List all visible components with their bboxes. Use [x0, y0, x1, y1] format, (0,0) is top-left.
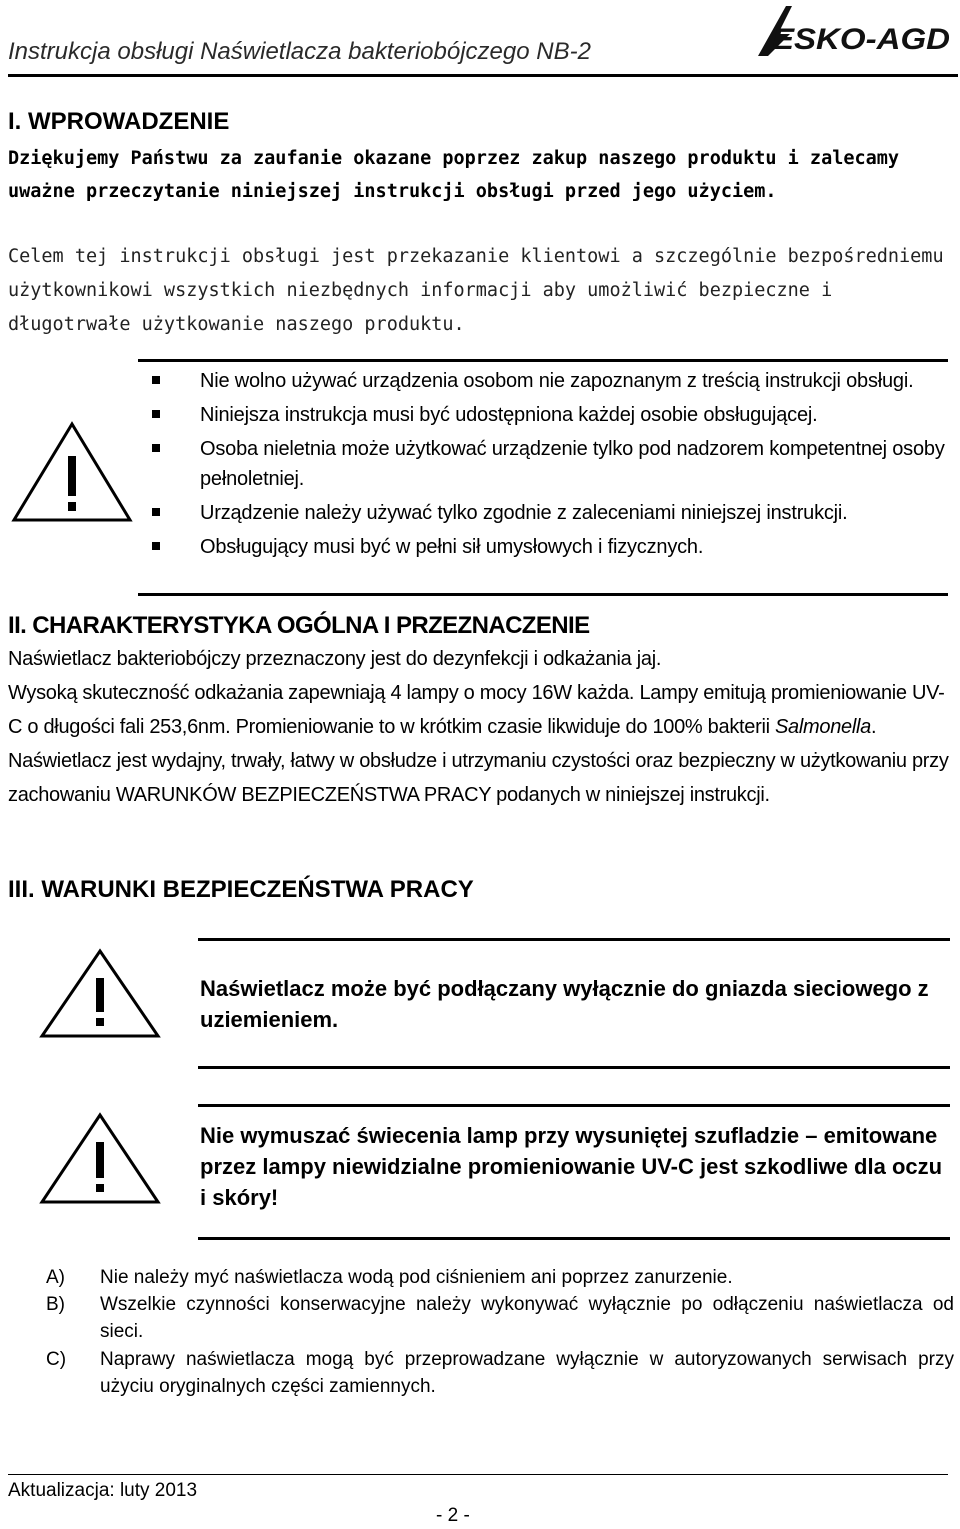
warning-rule-top [138, 359, 948, 362]
warning-2-text: Nie wymuszać świecenia lamp przy wysuniętej szufladzie – emitowane przez lampy niewidzialne promieniowanie UV-C jest szkodliwe dla oczu i skóry! [200, 1123, 943, 1210]
list-item: Obsługujący musi być w pełni sił umysłowych i fizycznych. [152, 532, 952, 562]
item-label: A) [46, 1267, 65, 1288]
item-text: Nie należy myć naświetlacza wodą pod ciśnieniem ani poprzez zanurzenie. [100, 1267, 733, 1288]
section-2-paragraph-1: Naświetlacz bakteriobójczy przeznaczony jest do dezynfekcji i odkażania jaj. [8, 648, 662, 670]
list-item: Niniejsza instrukcja musi być udostępniona każdej osobie obsługującej. [152, 400, 952, 430]
item-text: Naprawy naświetlacza mogą być przeprowadzane wyłącznie w autoryzowanych serwisach przy użyciu oryginalnych części zamiennych. [100, 1349, 954, 1397]
svg-text:ESKO-AGD: ESKO-AGD [772, 23, 950, 56]
list-item: Urządzenie należy używać tylko zgodnie z zaleceniami niniejszej instrukcji. [152, 498, 952, 528]
bullet-square-icon [152, 410, 160, 418]
bullet-square-icon [152, 542, 160, 550]
document-header-title: Instrukcja obsługi Naświetlacza bakteriobójczego NB-2 [8, 38, 591, 65]
intro-thanks: Dziękujemy Państwu za zaufanie okazane poprzez zakup naszego produktu i zalecamy uważne przeczytanie niniejszej instrukcji obsługi przed jego użyciem. [8, 148, 900, 202]
header-rule [8, 74, 958, 77]
warning-triangle-icon [10, 420, 134, 524]
warning-1-rule-bottom [198, 1066, 950, 1069]
intro-purpose: Celem tej instrukcji obsługi jest przekazanie klientowi a szczególnie bezpośredniemu użytkownikowi wszystkich niezbędnych informacji aby umożliwić bezpieczne i długotrwałe użytkowanie naszego produktu. [8, 246, 944, 335]
section-2-body [8, 642, 953, 812]
bullet-square-icon [152, 376, 160, 384]
section-1-heading: I. WPROWADZENIE [8, 108, 230, 135]
safety-bullet-list [152, 366, 952, 566]
item-label: B) [46, 1294, 65, 1315]
warning-triangle-icon [38, 948, 162, 1040]
list-item [46, 1291, 954, 1345]
footer-updated: Aktualizacja: luty 2013 [8, 1480, 198, 1501]
item-text: Wszelkie czynności konserwacyjne należy wykonywać wyłącznie po odłączeniu naświetlacza od sieci. [100, 1294, 954, 1342]
warning-2-rule-bottom [198, 1237, 950, 1240]
list-item: Osoba nieletnia może użytkować urządzenie tylko pod nadzorem kompetentnej osoby pełnoletniej. [152, 434, 952, 494]
bullet-square-icon [152, 508, 160, 516]
list-item: Nie wolno używać urządzenia osobom nie zapoznanym z treścią instrukcji obsługi. [152, 366, 952, 396]
warning-rule-bottom [138, 593, 948, 596]
footer-rule [8, 1474, 948, 1475]
item-label: C) [46, 1349, 67, 1370]
warning-1-rule-top [198, 938, 950, 941]
bullet-square-icon [152, 444, 160, 452]
warning-triangle-icon [38, 1112, 162, 1206]
list-item [46, 1264, 954, 1291]
section-2-heading: II. CHARAKTERYSTYKA OGÓLNA I PRZEZNACZENIE [8, 612, 590, 639]
list-item [46, 1346, 954, 1400]
warning-1-text: Naświetlacz może być podłączany wyłącznie do gniazda sieciowego z uziemieniem. [200, 976, 929, 1032]
page-number: - 2 - [436, 1505, 470, 1526]
warning-2-rule-top [198, 1104, 950, 1107]
mesko-agd-logo [738, 2, 954, 60]
section-2-paragraph-2: Wysoką skuteczność odkażania zapewniają 4 lampy o mocy 16W każda. Lampy emitują promieniowanie UV-C o długości fali 253,6nm. Promieniowanie to w krótkim czasie likwiduje do 100% bakterii Salmonella. Naświetlacz jest wydajny, trwały, łatwy w obsłudze i utrzymaniu czystości oraz bezpieczny w użytkowaniu przy zachowaniu WARUNKÓW BEZPIECZEŃSTWA PRACY podanych w niniejszej instrukcji. [8, 682, 949, 806]
section-3-heading: III. WARUNKI BEZPIECZEŃSTWA PRACY [8, 876, 474, 903]
